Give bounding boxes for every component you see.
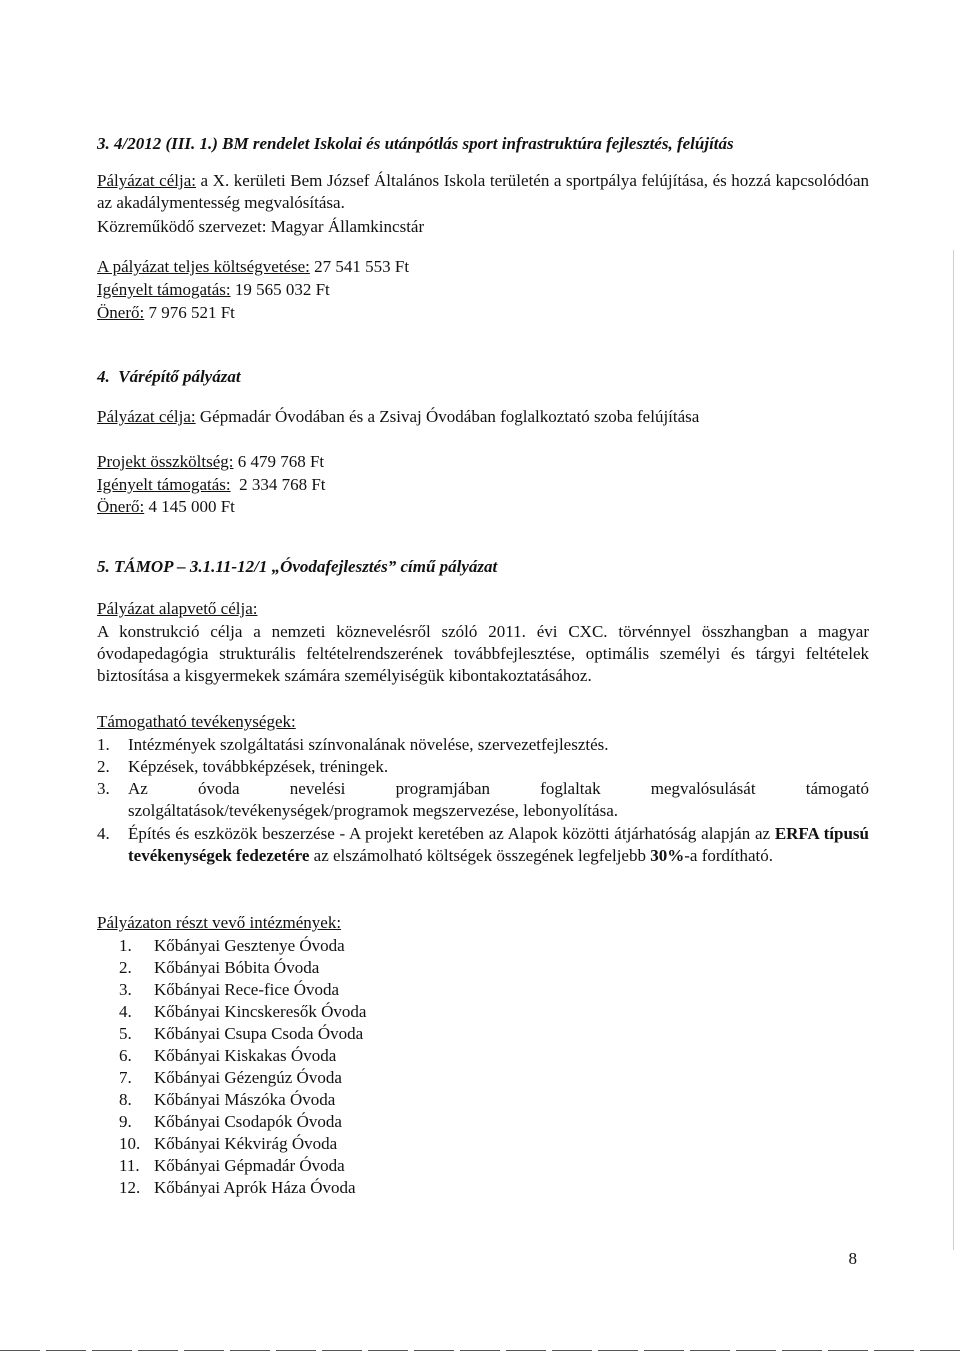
project-cost	[97, 451, 324, 473]
institution-item	[119, 957, 366, 979]
requested-support	[97, 474, 326, 496]
total-cost-label: A pályázat teljes költségvetése:	[97, 257, 310, 276]
institution-number: 11.	[119, 1156, 140, 1175]
own-contribution	[97, 496, 235, 518]
activity-number: 2.	[97, 757, 110, 776]
activity-number: 3.	[97, 779, 110, 798]
institution-name: Kőbányai Rece-fice Óvoda	[154, 980, 340, 999]
institution-name: Kőbányai Kiskakas Óvoda	[154, 1046, 337, 1065]
institution-item	[119, 1045, 366, 1067]
institutions-list	[97, 935, 366, 1199]
institution-item	[119, 1067, 366, 1089]
goal-text: a X. kerületi Bem József Általános Iskola területén a sportpálya felújítása, és hozzá kapcsolódóan az akadálymentesség megvalósítása.	[97, 171, 869, 212]
institution-number: 3.	[119, 980, 132, 999]
institution-number: 5.	[119, 1024, 132, 1043]
institution-name: Kőbányai Gesztenye Óvoda	[154, 936, 345, 955]
activity-text: Intézmények szolgáltatási színvonalának növelése, szervezetfejlesztés.	[128, 735, 609, 754]
own-value: 7 976 521 Ft	[144, 303, 235, 322]
activity-item	[97, 823, 869, 867]
own-label: Önerő:	[97, 303, 145, 322]
institution-name: Kőbányai Kincskeresők Óvoda	[154, 1002, 367, 1021]
institution-item	[119, 1177, 366, 1199]
own-contribution	[97, 302, 235, 324]
basic-goal-label: Pályázat alapvető célja:	[97, 599, 258, 618]
total-cost	[97, 256, 409, 278]
institution-item	[119, 979, 366, 1001]
activity-number: 4.	[97, 824, 110, 843]
institution-number: 1.	[119, 936, 132, 955]
institution-name: Kőbányai Gépmadár Óvoda	[154, 1156, 345, 1175]
activity-item	[97, 756, 869, 778]
own-label: Önerő:	[97, 497, 145, 516]
institution-name: Kőbányai Mászóka Óvoda	[154, 1090, 336, 1109]
activity-text	[128, 823, 869, 867]
activity-text-c: -a fordítható.	[684, 846, 773, 865]
section-3-goal	[97, 170, 869, 214]
activity-text: Az óvoda nevelési programjában foglaltak megvalósulását támogató szolgáltatások/tevékenységek/programok megszervezése, lebonyolítása.	[128, 779, 869, 820]
institution-number: 6.	[119, 1046, 132, 1065]
institution-item	[119, 1133, 366, 1155]
activity-text-a: Építés és eszközök beszerzése - A projekt keretében az Alapok közötti átjárhatóság alapján az	[128, 824, 775, 843]
institution-number: 10.	[119, 1134, 141, 1153]
institution-number: 8.	[119, 1090, 132, 1109]
footer-rule	[0, 1350, 960, 1351]
activity-item	[97, 778, 869, 822]
requested-label: Igényelt támogatás:	[97, 280, 231, 299]
institution-number: 7.	[119, 1068, 132, 1087]
institution-item	[119, 1111, 366, 1133]
activity-bold-a: ERFA típusú tevékenységek fedezetére	[128, 824, 869, 865]
institution-name: Kőbányai Csupa Csoda Óvoda	[154, 1024, 364, 1043]
requested-value: 19 565 032 Ft	[230, 280, 330, 299]
activity-number: 1.	[97, 735, 110, 754]
institution-item	[119, 1089, 366, 1111]
institution-number: 9.	[119, 1112, 132, 1131]
goal-label: Pályázat célja:	[97, 171, 196, 190]
institution-item	[119, 1001, 366, 1023]
activity-item	[97, 734, 869, 756]
section-5-title: 5. TÁMOP – 3.1.11-12/1 „Óvodafejlesztés” című pályázat	[97, 557, 498, 576]
activity-text-b: az elszámolható költségek összegének legfeljebb	[309, 846, 651, 865]
activity-bold-b: 30%	[650, 846, 685, 865]
institutions-label: Pályázaton részt vevő intézmények:	[97, 913, 342, 932]
own-value: 4 145 000 Ft	[144, 497, 235, 516]
institution-item	[119, 1155, 366, 1177]
institution-name: Kőbányai Kékvirág Óvoda	[154, 1134, 338, 1153]
activity-text: Képzések, továbbképzések, tréningek.	[128, 757, 389, 776]
requested-label: Igényelt támogatás:	[97, 475, 231, 494]
institution-number: 4.	[119, 1002, 132, 1021]
institution-name: Kőbányai Aprók Háza Óvoda	[154, 1178, 356, 1197]
institution-item	[119, 935, 366, 957]
institution-item	[119, 1023, 366, 1045]
requested-support	[97, 279, 330, 301]
institution-name: Kőbányai Bóbita Óvoda	[154, 958, 320, 977]
institution-number: 2.	[119, 958, 132, 977]
intermediary: Közreműködő szervezet: Magyar Államkincstár	[97, 217, 425, 236]
activities-label: Támogatható tevékenységek:	[97, 712, 296, 731]
project-cost-label: Projekt összköltség:	[97, 452, 234, 471]
goal-label: Pályázat célja:	[97, 407, 196, 426]
goal-text: Gépmadár Óvodában és a Zsivaj Óvodában foglalkoztató szoba felújítása	[195, 407, 700, 426]
institution-name: Kőbányai Csodapók Óvoda	[154, 1112, 342, 1131]
section-4-goal	[97, 406, 699, 428]
project-cost-value: 6 479 768 Ft	[233, 452, 325, 471]
institution-number: 12.	[119, 1178, 141, 1197]
activities-list	[97, 734, 869, 822]
scan-edge-line	[953, 250, 954, 1250]
page-number: 8	[848, 1249, 857, 1268]
section-4-title: 4. Várépítő pályázat	[97, 367, 241, 386]
requested-value: 2 334 768 Ft	[230, 475, 326, 494]
total-cost-value: 27 541 553 Ft	[309, 257, 410, 276]
section-3-title: 3. 4/2012 (III. 1.) BM rendelet Iskolai és utánpótlás sport infrastruktúra fejlesztés, felújítás	[97, 134, 734, 153]
institution-name: Kőbányai Gézengúz Óvoda	[154, 1068, 342, 1087]
basic-goal-text: A konstrukció célja a nemzeti köznevelésről szóló 2011. évi CXC. törvénnyel összhangban a magyar óvodapedagógia strukturális feltételrendszerének továbbfejlesztése, optimális személyi és tárgyi feltételek biztosítása a kisgyermekek számára személyiségük kibontakoztatásához.	[97, 622, 869, 685]
